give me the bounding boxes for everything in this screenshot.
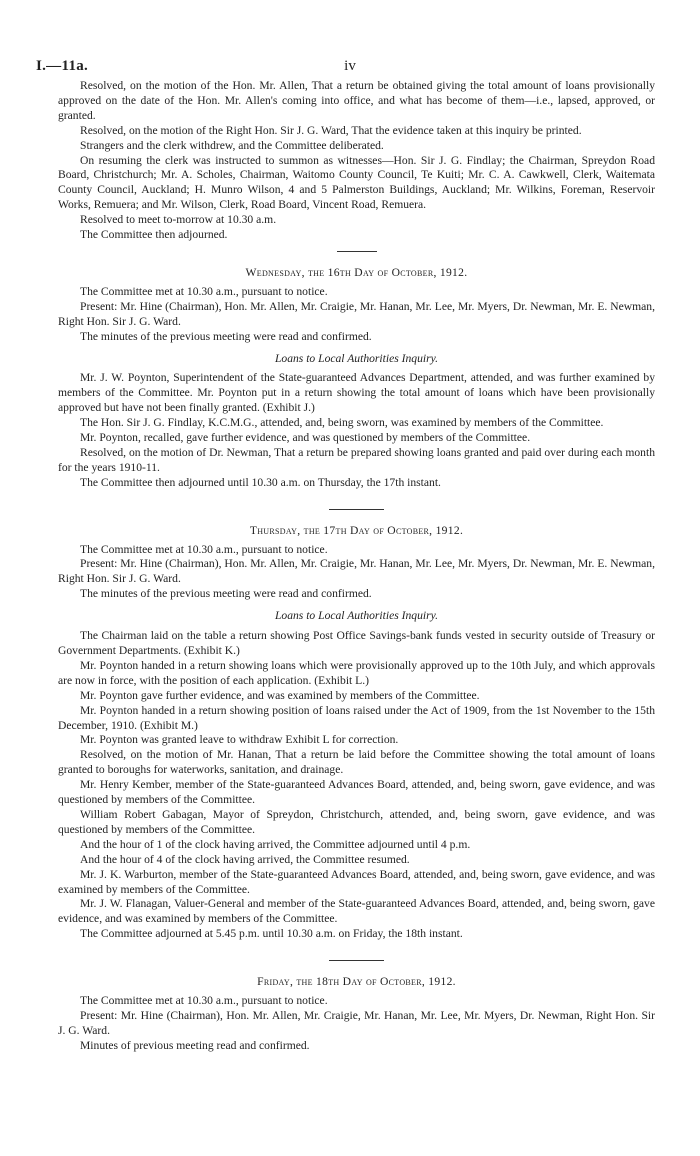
paragraph: On resuming the clerk was instructed to summon as witnesses—Hon. Sir J. G. Findlay; the Chairman, Spreydon Road Board, Christchurch; Mr. A. Scholes, Chairman, Waitomo County Council, Te Kuiti; Mr. C. A. Cawkwell, Clerk, Waitemata County Council, Auckland; H. Munro Wilson, 4 and 5 Palmerston Buildings, Auckland; Mr. Wilkins, Foreman, Reservoir Works, Remuera; and Mr. Wilson, Clerk, Road Board, Vincent Road, Remuera. xyxy=(58,153,655,212)
meeting-date-text: Friday, the 18th Day of October, 1912. xyxy=(257,975,456,989)
paragraph: Mr. Poynton, recalled, gave further evidence, and was questioned by members of the Committee. xyxy=(80,431,531,445)
paragraph: The Committee adjourned at 5.45 p.m. until 10.30 a.m. on Friday, the 18th instant. xyxy=(80,927,463,941)
meeting-date-text: Wednesday, the 16th Day of October, 1912. xyxy=(245,265,468,279)
paragraph: The minutes of the previous meeting were read and confirmed. xyxy=(80,587,372,601)
paragraph: Resolved to meet to-morrow at 10.30 a.m. xyxy=(80,213,277,227)
paragraph: William Robert Gabagan, Mayor of Spreydon, Christchurch, attended, and, being sworn, gave evidence, and was questioned by members of the Committee. xyxy=(58,807,655,836)
paragraph: The Committee met at 10.30 a.m., pursuant to notice. xyxy=(80,542,328,556)
section-divider xyxy=(329,509,384,510)
paragraph: The minutes of the previous meeting were read and confirmed. xyxy=(80,329,372,343)
paragraph: Strangers and the clerk withdrew, and the Committee deliberated. xyxy=(80,138,384,152)
paragraph: Mr. Poynton gave further evidence, and was examined by members of the Committee. xyxy=(80,688,480,702)
paragraph: Present: Mr. Hine (Chairman), Hon. Mr. Allen, Mr. Craigie, Mr. Hanan, Mr. Lee, Mr. Myers, Dr. Newman, Mr. E. Newman, Right Hon. Sir J. G. Ward. xyxy=(58,299,655,328)
paragraph: Mr. Henry Kember, member of the State-guaranteed Advances Board, attended, and, being sworn, gave evidence, and was questioned by members of the Committee. xyxy=(58,778,655,807)
paragraph: The Committee met at 10.30 a.m., pursuant to notice. xyxy=(80,284,328,298)
meeting-date-heading xyxy=(58,524,655,539)
paragraph: Mr. J. W. Poynton, Superintendent of the State-guaranteed Advances Department, attended, and was further examined by members of the Committee. Mr. Poynton put in a return showing the total amount of loans which have been provisionally approved but have not been finally granted. (Exhibit J.) xyxy=(58,371,655,415)
paragraph: The Hon. Sir J. G. Findlay, K.C.M.G., attended, and, being sworn, was examined by members of the Committee. xyxy=(80,416,604,430)
paragraph: Resolved, on the motion of the Right Hon. Sir J. G. Ward, That the evidence taken at this inquiry be printed. xyxy=(80,123,582,137)
paragraph: The Committee then adjourned until 10.30 a.m. on Thursday, the 17th instant. xyxy=(80,475,441,489)
paragraph: Mr. Poynton handed in a return showing position of loans raised under the Act of 1909, from the 1st November to the 15th December, 1910. (Exhibit M.) xyxy=(58,703,655,732)
meeting-date-text: Thursday, the 17th Day of October, 1912. xyxy=(249,523,464,537)
paragraph: Resolved, on the motion of the Hon. Mr. Allen, That a return be obtained giving the total amount of loans provisionally approved on the date of the Hon. Mr. Allen's coming into office, and what has become of them—i.e., lapsed, approved, or granted. xyxy=(58,79,655,122)
inquiry-subheading: Loans to Local Authorities Inquiry. xyxy=(274,609,439,623)
paragraph: Minutes of previous meeting read and confirmed. xyxy=(80,1038,310,1052)
paragraph: And the hour of 1 of the clock having arrived, the Committee adjourned until 4 p.m. xyxy=(80,837,471,851)
page-number: iv xyxy=(344,58,356,74)
meeting-date-heading xyxy=(58,975,655,990)
paragraph: Present: Mr. Hine (Chairman), Hon. Mr. Allen, Mr. Craigie, Mr. Hanan, Mr. Lee, Mr. Myers, Dr. Newman, Right Hon. Sir J. G. Ward. xyxy=(58,1008,655,1037)
inquiry-subheading: Loans to Local Authorities Inquiry. xyxy=(274,351,439,365)
paragraph: Resolved, on the motion of Dr. Newman, That a return be prepared showing loans granted and paid over during each month for the years 1910-11. xyxy=(58,445,655,474)
meeting-date-heading xyxy=(58,266,655,281)
paragraph: And the hour of 4 of the clock having arrived, the Committee resumed. xyxy=(80,852,410,866)
paragraph: Mr. J. K. Warburton, member of the State-guaranteed Advances Board, attended, and, being sworn, gave evidence, and was examined by members of the Committee. xyxy=(58,867,655,896)
paragraph: Mr. Poynton handed in a return showing loans which were provisionally approved up to the 10th July, and which approvals are now in force, with the position of each application. (Exhibit L.) xyxy=(58,658,655,687)
paragraph: The Chairman laid on the table a return showing Post Office Savings-bank funds vested in security outside of Treasury or Government Departments. (Exhibit K.) xyxy=(58,629,655,657)
section-divider xyxy=(329,960,384,961)
parliamentary-paper-reference: I.—11a. xyxy=(36,58,89,74)
paragraph: Present: Mr. Hine (Chairman), Hon. Mr. Allen, Mr. Craigie, Mr. Hanan, Mr. Lee, Mr. Myers, Dr. Newman, Mr. E. Newman, Right Hon. Sir J. G. Ward. xyxy=(58,557,655,586)
paragraph: Mr. Poynton was granted leave to withdraw Exhibit L for correction. xyxy=(80,733,399,747)
section-divider xyxy=(337,251,377,252)
paragraph: Mr. J. W. Flanagan, Valuer-General and member of the State-guaranteed Advances Board, attended, and, being sworn, gave evidence, and was examined by members of the Committee. xyxy=(58,897,655,926)
document-body xyxy=(58,79,655,1054)
paragraph: Resolved, on the motion of Mr. Hanan, That a return be laid before the Committee showing the total amount of loans granted to boroughs for waterworks, sanitation, and drainage. xyxy=(58,748,655,777)
paragraph: The Committee then adjourned. xyxy=(80,228,228,242)
paragraph: The Committee met at 10.30 a.m., pursuant to notice. xyxy=(80,994,328,1008)
